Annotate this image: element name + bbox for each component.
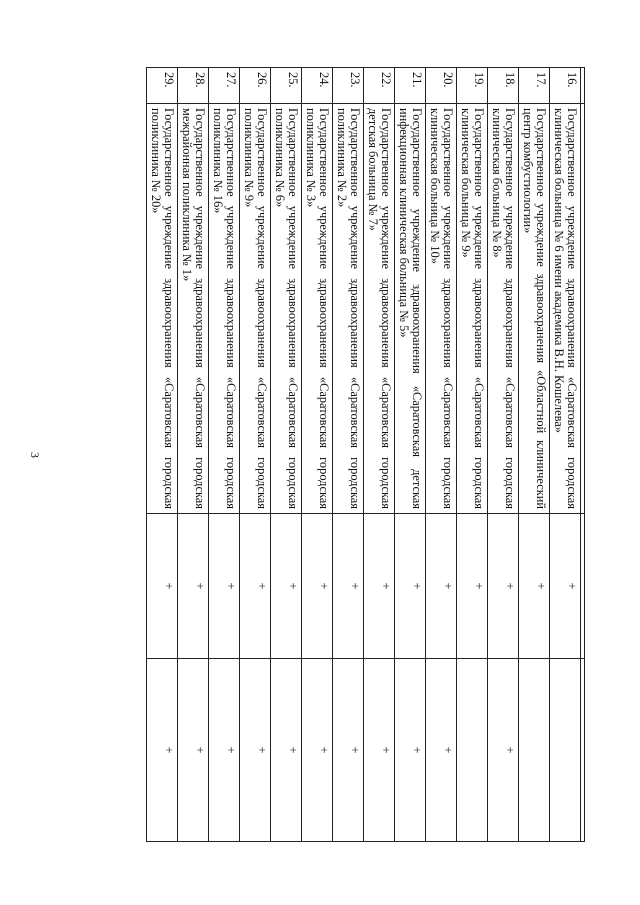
- page-number: 3: [28, 452, 42, 458]
- table-row: [426, 68, 457, 842]
- mark-cell-1: +: [519, 514, 550, 659]
- mark-cell-2: +: [147, 659, 178, 842]
- table-row: [333, 68, 364, 842]
- institution-name-cell: Государственное учреждение здравоохранения «Саратовская городская детская больница № 7»: [364, 104, 395, 514]
- mark-cell-2: [550, 659, 581, 842]
- table-row: [240, 68, 271, 842]
- mark-cell-1: +: [302, 514, 333, 659]
- mark-cell-1: +: [271, 514, 302, 659]
- mark-cell-1: +: [457, 514, 488, 659]
- institution-name-cell: Государственное учреждение здравоохранения «Саратовская городская поликлиника № 9»: [240, 104, 271, 514]
- table-row: [488, 68, 519, 842]
- mark-cell-2: +: [209, 659, 240, 842]
- row-number-cell: 17.: [519, 68, 550, 104]
- institution-name-cell: Государственное учреждение здравоохранения «Саратовская городская поликлиника № 20»: [147, 104, 178, 514]
- mark-cell-2: +: [178, 659, 209, 842]
- mark-cell-2: +: [271, 659, 302, 842]
- row-number-cell: 22.: [364, 68, 395, 104]
- row-number-cell: 23.: [333, 68, 364, 104]
- mark-cell-2: +: [333, 659, 364, 842]
- row-number-cell: 18.: [488, 68, 519, 104]
- mark-cell-2: +: [240, 659, 271, 842]
- mark-cell-2: +: [426, 659, 457, 842]
- institution-name-cell: Государственное учреждение здравоохранения «Саратовская городская поликлиника № 2»: [333, 104, 364, 514]
- row-number-cell: 25.: [271, 68, 302, 104]
- table-row: [550, 68, 581, 842]
- table-row: [364, 68, 395, 842]
- row-number-cell: 27.: [209, 68, 240, 104]
- institution-name-cell: Государственное учреждение здравоохранения «Саратовская городская клиническая больница № 8»: [488, 104, 519, 514]
- institution-name-cell: Государственное учреждение здравоохранения «Саратовская городская клиническая больница № 6 имени академика В.Н. Кошелева»: [550, 104, 581, 514]
- institution-name-cell: Государственное учреждение здравоохранения «Саратовская городская поликлиника № 3»: [302, 104, 333, 514]
- row-number-cell: 28.: [178, 68, 209, 104]
- row-number-cell: 19.: [457, 68, 488, 104]
- institution-name-cell: Государственное учреждение здравоохранения «Областной клинический центр комбустиологии»: [519, 104, 550, 514]
- mark-cell-2: [519, 659, 550, 842]
- mark-cell-1: +: [395, 514, 426, 659]
- table-row: [271, 68, 302, 842]
- institutions-table: [146, 67, 585, 842]
- mark-cell-1: +: [550, 514, 581, 659]
- mark-cell-2: +: [395, 659, 426, 842]
- mark-cell-2: [457, 659, 488, 842]
- table-row: [302, 68, 333, 842]
- mark-cell-1: +: [364, 514, 395, 659]
- mark-cell-2: +: [488, 659, 519, 842]
- institution-name-cell: Государственное учреждение здравоохранения «Саратовская детская инфекционная клиническая больница № 5»: [395, 104, 426, 514]
- table-row: [209, 68, 240, 842]
- institution-name-cell: Государственное учреждение здравоохранения «Саратовская городская клиническая больница № 10»: [426, 104, 457, 514]
- row-number-cell: 21.: [395, 68, 426, 104]
- row-number-cell: 16.: [550, 68, 581, 104]
- institution-name-cell: Государственное учреждение здравоохранения «Саратовская городская поликлиника № 6»: [271, 104, 302, 514]
- mark-cell-1: +: [209, 514, 240, 659]
- row-number-cell: 26.: [240, 68, 271, 104]
- mark-cell-1: +: [333, 514, 364, 659]
- row-number-cell: 20.: [426, 68, 457, 104]
- row-number-cell: 29.: [147, 68, 178, 104]
- mark-cell-1: +: [240, 514, 271, 659]
- table-top-row: [581, 68, 585, 842]
- table-row: [457, 68, 488, 842]
- table-row: [147, 68, 178, 842]
- table-row: [178, 68, 209, 842]
- mark-cell-1: +: [147, 514, 178, 659]
- mark-cell-2: +: [364, 659, 395, 842]
- mark-cell-1: +: [488, 514, 519, 659]
- mark-cell-1: +: [178, 514, 209, 659]
- mark-cell-1: +: [426, 514, 457, 659]
- table-row: [395, 68, 426, 842]
- institution-name-cell: Государственное учреждение здравоохранения «Саратовская городская поликлиника № 16»: [209, 104, 240, 514]
- row-number-cell: 24.: [302, 68, 333, 104]
- table-row: [519, 68, 550, 842]
- institution-name-cell: Государственное учреждение здравоохранения «Саратовская городская межрайонная поликлиника № 1»: [178, 104, 209, 514]
- institutions-table-container: [83, 67, 585, 842]
- mark-cell-2: +: [302, 659, 333, 842]
- table-body: [147, 68, 585, 842]
- institution-name-cell: Государственное учреждение здравоохранения «Саратовская городская клиническая больница № 9»: [457, 104, 488, 514]
